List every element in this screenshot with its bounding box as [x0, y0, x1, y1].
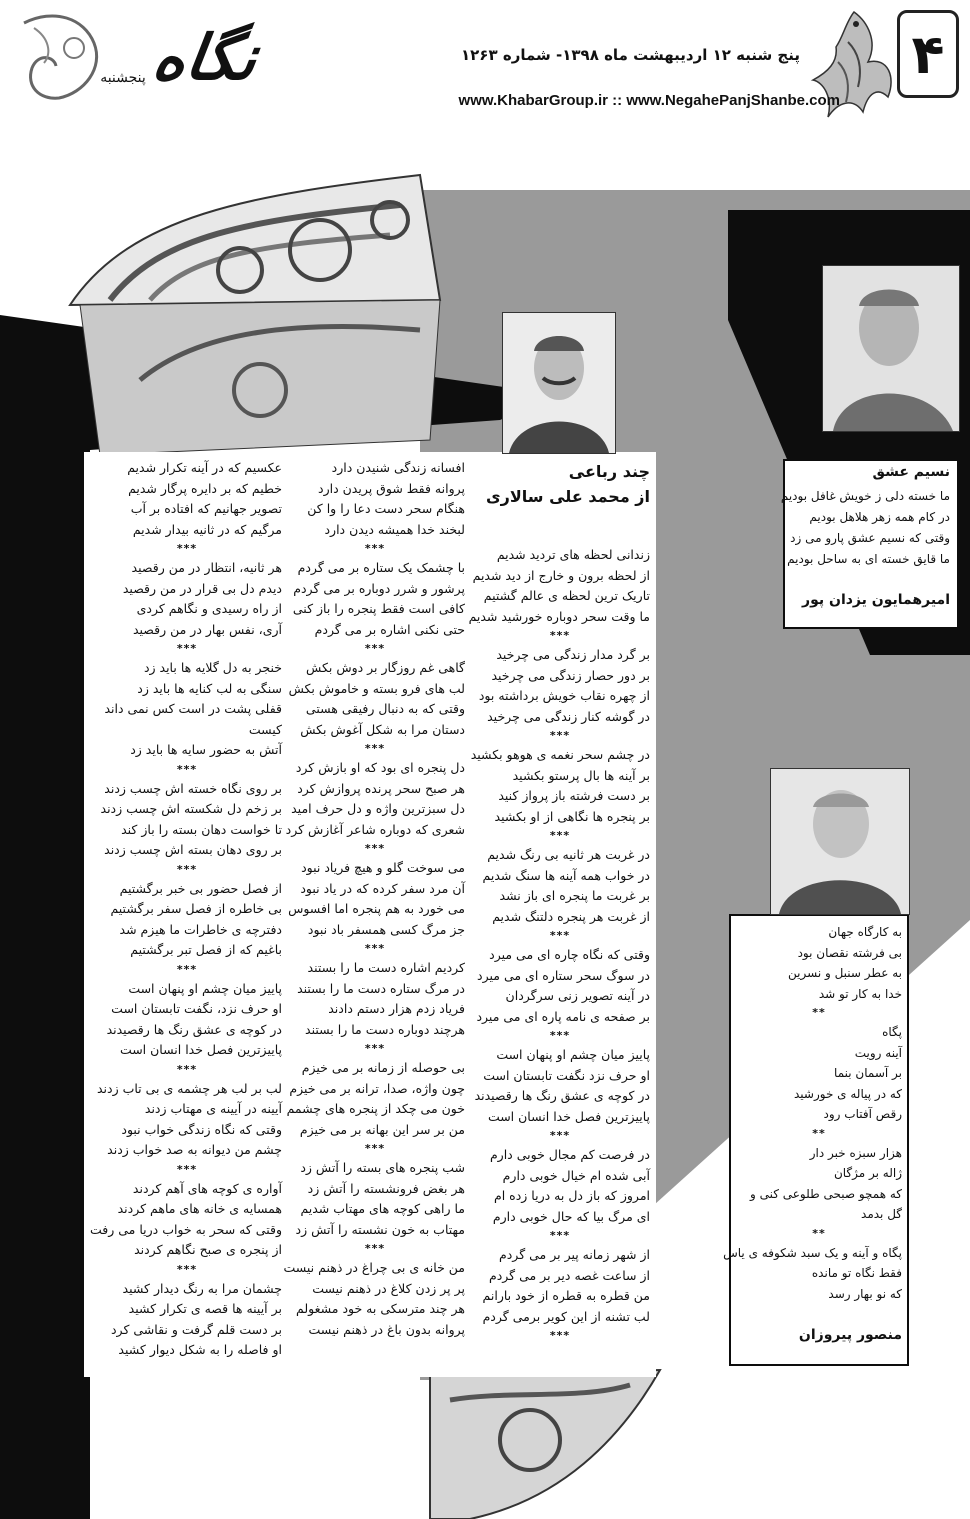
stanza-separator: *** [176, 862, 198, 876]
poem-line: با چشمک یک ستاره بر می گردم [297, 560, 465, 575]
stanza-separator: *** [549, 829, 571, 842]
rubai-stanza [470, 1245, 650, 1327]
poem-line: بر گرد مدار زندگی می چرخید [496, 647, 650, 662]
poem-line: که همچو صبحی طلوعی کنی و [749, 1186, 902, 1201]
poem-line: از ساعت غصه دیر بر می گردم [488, 1267, 650, 1283]
poem-line: بی فرشته نقصان بود [797, 945, 902, 960]
poem-line: ما قایق خسته ای به ساحل بودیم [787, 552, 950, 566]
poem-line: او حرف نزد نگفت تابستان است [483, 1067, 650, 1083]
poem-line: پرشور و شرر دوباره بر می گردم [293, 580, 465, 596]
phoenix-icon [808, 2, 900, 128]
poem-line: در آینه تصویر زنی سرگردان [505, 988, 650, 1003]
masthead-ornament-icon [14, 8, 144, 108]
stanza-separator: *** [549, 1229, 571, 1242]
poem-line: هرچند دوباره دست ما را بستند [305, 1021, 465, 1037]
poem-line: من خانه ی بی چراغ در ذهنم نیست [283, 1260, 465, 1275]
author-photo-pirouzan [770, 768, 910, 915]
poem-line: لبخند خدا همیشه دیدن دارد [324, 521, 465, 537]
poem-line: می سوخت گلو و هیچ فریاد نبود [301, 860, 465, 875]
poem-line: من قطره به قطره از خود بارانم [482, 1288, 650, 1303]
rubai-stanza [285, 958, 465, 1040]
poem-line: گل بدمد [861, 1207, 902, 1221]
stanza-separator: *** [364, 1242, 386, 1255]
poem-line: هر چند مترسکی به خود مشغولم [296, 1301, 465, 1316]
poem-line: پاییز میان چشم او پنهان است [496, 1047, 650, 1062]
stanza-separator: *** [364, 642, 386, 655]
poem-line: هر صبح سحر پرنده پروازش کرد [297, 780, 465, 796]
poem-line: در فرصت کم مجال خوبی دارم [489, 1147, 650, 1162]
poem-line: سنگی به لب کنایه ها باید زد [137, 680, 282, 696]
rubai-stanza [470, 1045, 650, 1127]
rubai-stanza [285, 558, 465, 640]
poem-line: پاییزترین فصل خدا انسان است [487, 1108, 650, 1124]
stanza-separator: *** [364, 742, 386, 755]
poem-line: افسانه زندگی شنیدن دارد [331, 460, 465, 475]
poem-line: وقتی که سحر به خواب دریا می رفت [89, 1221, 282, 1237]
stanza-separator: *** [364, 842, 386, 855]
stanza-separator: *** [549, 1029, 571, 1042]
stanza-separator: *** [549, 929, 571, 942]
poem-line: بر آینه ها بال پرستو بکشید [512, 767, 650, 783]
poem-line: وقتی که نگاه زندگی خواب نبود [121, 1121, 282, 1137]
rubai-stanza [285, 758, 465, 840]
poem-line: خنجر به دل گلایه ها باید زد [143, 660, 282, 675]
poem-line: تصویر جهانیم که افتاده بر آب [130, 501, 282, 516]
poem-line: هزار سبزه خبر دار [809, 1145, 902, 1160]
stanza [736, 1022, 902, 1125]
poem-line: هر بغض فرونشسته را آتش زد [307, 1180, 465, 1196]
portrait-icon [503, 313, 615, 453]
poem-line: از شهر زمانه پیر بر می گردم [499, 1247, 650, 1262]
rubai-stanza [285, 1158, 465, 1240]
poem-line: در غربت هر ثانیه بی رنگ شدیم [487, 847, 650, 862]
rubai-stanza [92, 979, 282, 1061]
poem-line: در چشم سحر نغمه ی هوهو بکشید [470, 747, 650, 762]
poem-line: بر زخم دل شکسته اش چسب زدند [100, 801, 282, 816]
stanza-separator: *** [176, 762, 198, 776]
stanza-separator: ** [812, 1006, 826, 1019]
poem-line: دل پنجره ای بود که او بازش کرد [295, 760, 465, 775]
poem-line: آتش به حضور سایه ها باید زد [130, 742, 282, 757]
stanza-separator: *** [176, 642, 198, 655]
poem-line: آواره ی کوچه های آهم کردند [132, 1180, 282, 1196]
rubai-stanza [470, 845, 650, 927]
poem-line: آن مرد سفر کرده که در یاد نبود [300, 880, 465, 896]
poem-line: او فاصله را به شکل دیوار کشید [118, 1342, 282, 1357]
poem-line: در گوشه کنار زندگی می چرخید [487, 708, 650, 724]
poem-line: چون واژه، صدا، ترانه بر می خیزم [289, 1080, 465, 1096]
author-name-pirouzan: منصور پیروزان [798, 1327, 902, 1343]
rubai-stanza [92, 558, 282, 640]
poem-line: قفلی پشت در است کس نمی داند [104, 701, 282, 716]
poem-line: او حرف نزد، نگفت تابستان است [111, 1001, 282, 1016]
poem-nasim-eshgh [780, 486, 950, 570]
issue-line: پنج شنبه ۱۲ اردیبهشت ماه ۱۳۹۸- شماره ۱۲۶۳ [461, 46, 800, 64]
poem-pirouzan [723, 922, 902, 1304]
poem-line: امروز که باز دل به دریا زده ام [493, 1188, 650, 1203]
poem-line: مرگیم که در ثانیه بیدار شدیم [132, 521, 282, 537]
rubai-stanza [470, 745, 650, 827]
rubai-stanza [92, 658, 282, 761]
poem-line: عکسیم که در آینه تکرار شدیم [127, 460, 282, 475]
poem-line: ما خسته دلی ز خویش غافل بودیم [780, 489, 950, 503]
poem-line: در کوچه ی عشق رنگ ها رقصیدند [474, 1088, 650, 1103]
poem-line: در کوچه ی عشق رنگ ها رقصیدند [106, 1021, 282, 1037]
rubai-column-right [470, 545, 650, 1345]
stanza-separator: *** [176, 1162, 198, 1176]
poem-line: خدا به کار تو شد [818, 986, 902, 1001]
poem-line: هر ثانیه، انتظار در من رقصید [131, 560, 282, 575]
poem-line: به عطر سنبل و نسرین [788, 966, 902, 980]
poem-line: خون می چکد از پنجره های چشمم [286, 1101, 465, 1116]
poem-line: ما راهی کوچه های مهتاب شدیم [300, 1201, 465, 1216]
poem-line: ما وقت سحر دوباره خورشید شدیم [468, 608, 650, 624]
rubai-stanza [470, 545, 650, 627]
poem-title-nasim-eshgh: نسیم عشق [872, 464, 950, 480]
ornament-bottom [430, 1370, 660, 1519]
poem-line: از غربت هر پنجره دلتنگ شدیم [492, 908, 650, 924]
poem-line: آیینه در آیینه ی مهتاب زدند [144, 1101, 282, 1116]
stanza [723, 1243, 902, 1305]
poem-line: که نو بهار رسد [828, 1286, 902, 1301]
poem-line: ای مرگ بیا که حال خوبی دارم [492, 1208, 650, 1224]
poem-line: بی حوصله از زمانه بر می خیزم [301, 1060, 465, 1075]
website-link[interactable]: www.KhabarGroup.ir :: www.NegahePanjShanbe.com [458, 92, 840, 109]
poem-line: بر صفحه ی نامه پاره ای می میرد [476, 1008, 650, 1024]
poem-line: پاییزترین فصل خدا انسان است [119, 1042, 282, 1057]
poem-line: از فصل حضور بی خبر برگشتیم [119, 880, 282, 896]
poem-line: پروانه بدون باغ در ذهنم نیست [308, 1321, 465, 1337]
rubai-stanza [92, 458, 282, 540]
ornament-top [70, 175, 440, 455]
poem-line: چشمان مرا به رنگ دیدار کشید [122, 1280, 282, 1296]
poem-line: آبی شده ام خیال خوبی دارم [502, 1167, 650, 1183]
rubai-stanza [470, 945, 650, 1027]
poem-line: پگاه [882, 1025, 902, 1039]
stanza [736, 1143, 902, 1225]
poem-line: بی خاطره از فصل سفر برگشتیم [110, 901, 282, 916]
poem-line: دل سبزترین واژه و دل حرف امید [291, 801, 465, 816]
poem-line: در کام همه زهر هلاهل بودیم [809, 510, 950, 524]
poem-line: من بر سر این بهانه بر می خیزم [299, 1121, 465, 1137]
stanza-separator: *** [176, 962, 198, 976]
poem-line: که در پیاله ی خورشید [793, 1086, 902, 1101]
poem-line: همسایه ی خانه های ماهم کردند [117, 1201, 282, 1216]
poem-line: چشم من دیوانه به صد خواب زدند [107, 1142, 282, 1157]
rubai-stanza [285, 458, 465, 540]
poem-line: دفترچه ی خاطرات ما هیزم شد [119, 921, 282, 937]
rubai-stanza [285, 858, 465, 940]
stanza-separator: *** [364, 1142, 386, 1155]
poem-line: آینه رویت [854, 1045, 902, 1060]
poem-line: خطیم که بر دایره پرگار شدیم [128, 480, 282, 496]
poem-line: بر دست قلم گرفت و نقاشی کرد [110, 1321, 282, 1337]
stanza-separator: *** [364, 1042, 386, 1055]
stanza-separator: *** [549, 1329, 571, 1342]
stanza-separator: *** [549, 629, 571, 642]
poem-line: از چهره نقاب خویش برداشته بود [478, 688, 650, 703]
poem-line: از پنجره ی صبح نگاهم کردند [134, 1242, 282, 1257]
section-title: چند رباعی [568, 462, 650, 481]
poem-line: کردیم اشاره دست ما را بستند [307, 960, 465, 975]
poem-line: بر روی نگاه خسته اش چسب زدند [104, 780, 282, 796]
portrait-icon [771, 769, 909, 914]
rubai-column-middle [285, 458, 465, 1340]
masthead-subtitle: پنجشنبه [100, 70, 146, 86]
poem-line: حتی نکنی اشاره بر می گردم [314, 621, 465, 637]
poem-line: وقتی که نسیم عشق پارو می زد [790, 531, 950, 545]
rubai-stanza [285, 1058, 465, 1140]
poem-line: می خورد به هم پنجره اما افسوس [288, 901, 465, 916]
poem-line: لب تشنه از این کویر برمی گردم [482, 1308, 650, 1324]
poem-line: زندانی لحظه های تردید شدیم [496, 547, 650, 562]
page-number: ۴ [897, 10, 959, 98]
stanza [736, 922, 902, 1004]
poem-line: دیدم دل بی قرار در من رقصید [122, 580, 282, 596]
poem-line: پاییز میان چشم او پنهان است [128, 980, 282, 996]
poem-line: فقط نگاه تو مانده [811, 1266, 902, 1280]
rubai-stanza [285, 658, 465, 740]
poem-line: بر دست فرشته باز پرواز کنید [498, 788, 650, 803]
poem-line: مهتاب به خون نشسته را آتش زد [295, 1221, 465, 1237]
author-photo-yazdanpour [822, 265, 960, 432]
poem-line: کیست [248, 721, 282, 737]
poem-line: بر آسمان بنما [834, 1066, 902, 1080]
author-photo-salari [502, 312, 616, 454]
stanza-separator: *** [176, 1062, 198, 1076]
poem-line: گاهی غم روزگار بر دوش بکش [306, 660, 465, 675]
poem-line: بر غربت ما پنجره ای باز نشد [499, 888, 650, 903]
poem-line: به کارگاه جهان [828, 925, 902, 939]
poem-line: بر دور حصار زندگی می چرخید [491, 667, 650, 683]
stanza-separator: *** [176, 1262, 198, 1276]
stanza-separator: ** [812, 1126, 826, 1140]
poem-line: بر پنجره ها نگاهی از او بکشید [494, 808, 650, 824]
poem-line: جز مرگ کسی همسفر باد نبود [307, 921, 465, 937]
poem-line: از لحظه برون و خارج از دید شدیم [472, 567, 650, 583]
poem-line: رقص آفتاب رود [823, 1107, 902, 1121]
stanza-separator: ** [812, 1226, 826, 1240]
masthead-logo: نگاه [148, 21, 262, 94]
stanza-separator: *** [364, 942, 386, 955]
rubai-stanza [92, 779, 282, 861]
rubai-stanza [92, 1079, 282, 1161]
poem-line: ژاله بر مژگان [833, 1166, 902, 1180]
poem-line: وقتی که نگاه چاره ای می میرد [489, 947, 650, 962]
poem-line: بر روی دهان بسته اش چسب زدند [104, 842, 282, 857]
poem-line: در خواب همه آینه ها سنگ شدیم [482, 867, 650, 883]
author-name-yazdanpour: امیرهمایون یزدان پور [802, 592, 950, 608]
poem-line: پگاه و آینه و یک سبد شکوفه ی یاس [723, 1245, 902, 1260]
section-subtitle: از محمد علی سالاری [486, 487, 650, 506]
poem-line: از راه رسیدی و نگاهم کردی [136, 601, 282, 616]
poem-line: باغیم که از فصل تبر برگشتیم [130, 942, 282, 957]
poem-line: تاریک ترین لحظه ی عالم گشتیم [483, 588, 650, 603]
poem-line: در سوگ سحر ستاره ای می میرد [477, 967, 650, 983]
poem-line: شب پنجره های بسته را آتش زد [300, 1160, 465, 1175]
rubai-stanza [470, 1145, 650, 1227]
poem-line: در مرگ ستاره دست ما را بستند [297, 980, 465, 996]
portrait-icon [823, 266, 959, 431]
poem-line: پر پر زدن کلاغ در ذهنم نیست [312, 1280, 465, 1296]
poem-line: پروانه فقط شوق پریدن دارد [318, 480, 465, 496]
poem-line: کافی است فقط پنجره را باز کنی [292, 601, 465, 616]
poem-line: دستان مرا به شکل آغوش بکش [300, 721, 465, 737]
poem-line: لب بر لب هر چشمه ی بی تاب زدند [96, 1080, 282, 1096]
rubai-stanza [92, 879, 282, 961]
rubai-column-left [89, 458, 282, 1361]
poem-line: لب های فرو بسته و خاموش بکش [288, 680, 465, 696]
poem-line: هنگام سحر دست دعا را وا کن [307, 501, 465, 516]
stanza-separator: *** [549, 729, 571, 742]
rubai-stanza [285, 1258, 465, 1340]
poem-line: آری، نفس بهار در من رقصید [132, 621, 282, 637]
poem-line: وقتی که به دنبال رفیقی هستی [305, 701, 465, 716]
poem-line: فریاد زدم هزار دستم دادند [328, 1001, 465, 1016]
rubai-stanza [89, 1179, 282, 1261]
stanza-separator: *** [364, 542, 386, 555]
stanza-separator: *** [549, 1129, 571, 1142]
rubai-stanza [92, 1279, 282, 1361]
poem-line: بر آیینه ها قصه ی تکرار کشید [128, 1301, 282, 1316]
stanza-separator: *** [176, 542, 198, 555]
poem-line: شعری که دوباره شاعر آغازش کرد [285, 821, 465, 837]
rubai-stanza [470, 645, 650, 727]
poem-line: تا خواست دهان بسته را باز کند [121, 821, 282, 837]
